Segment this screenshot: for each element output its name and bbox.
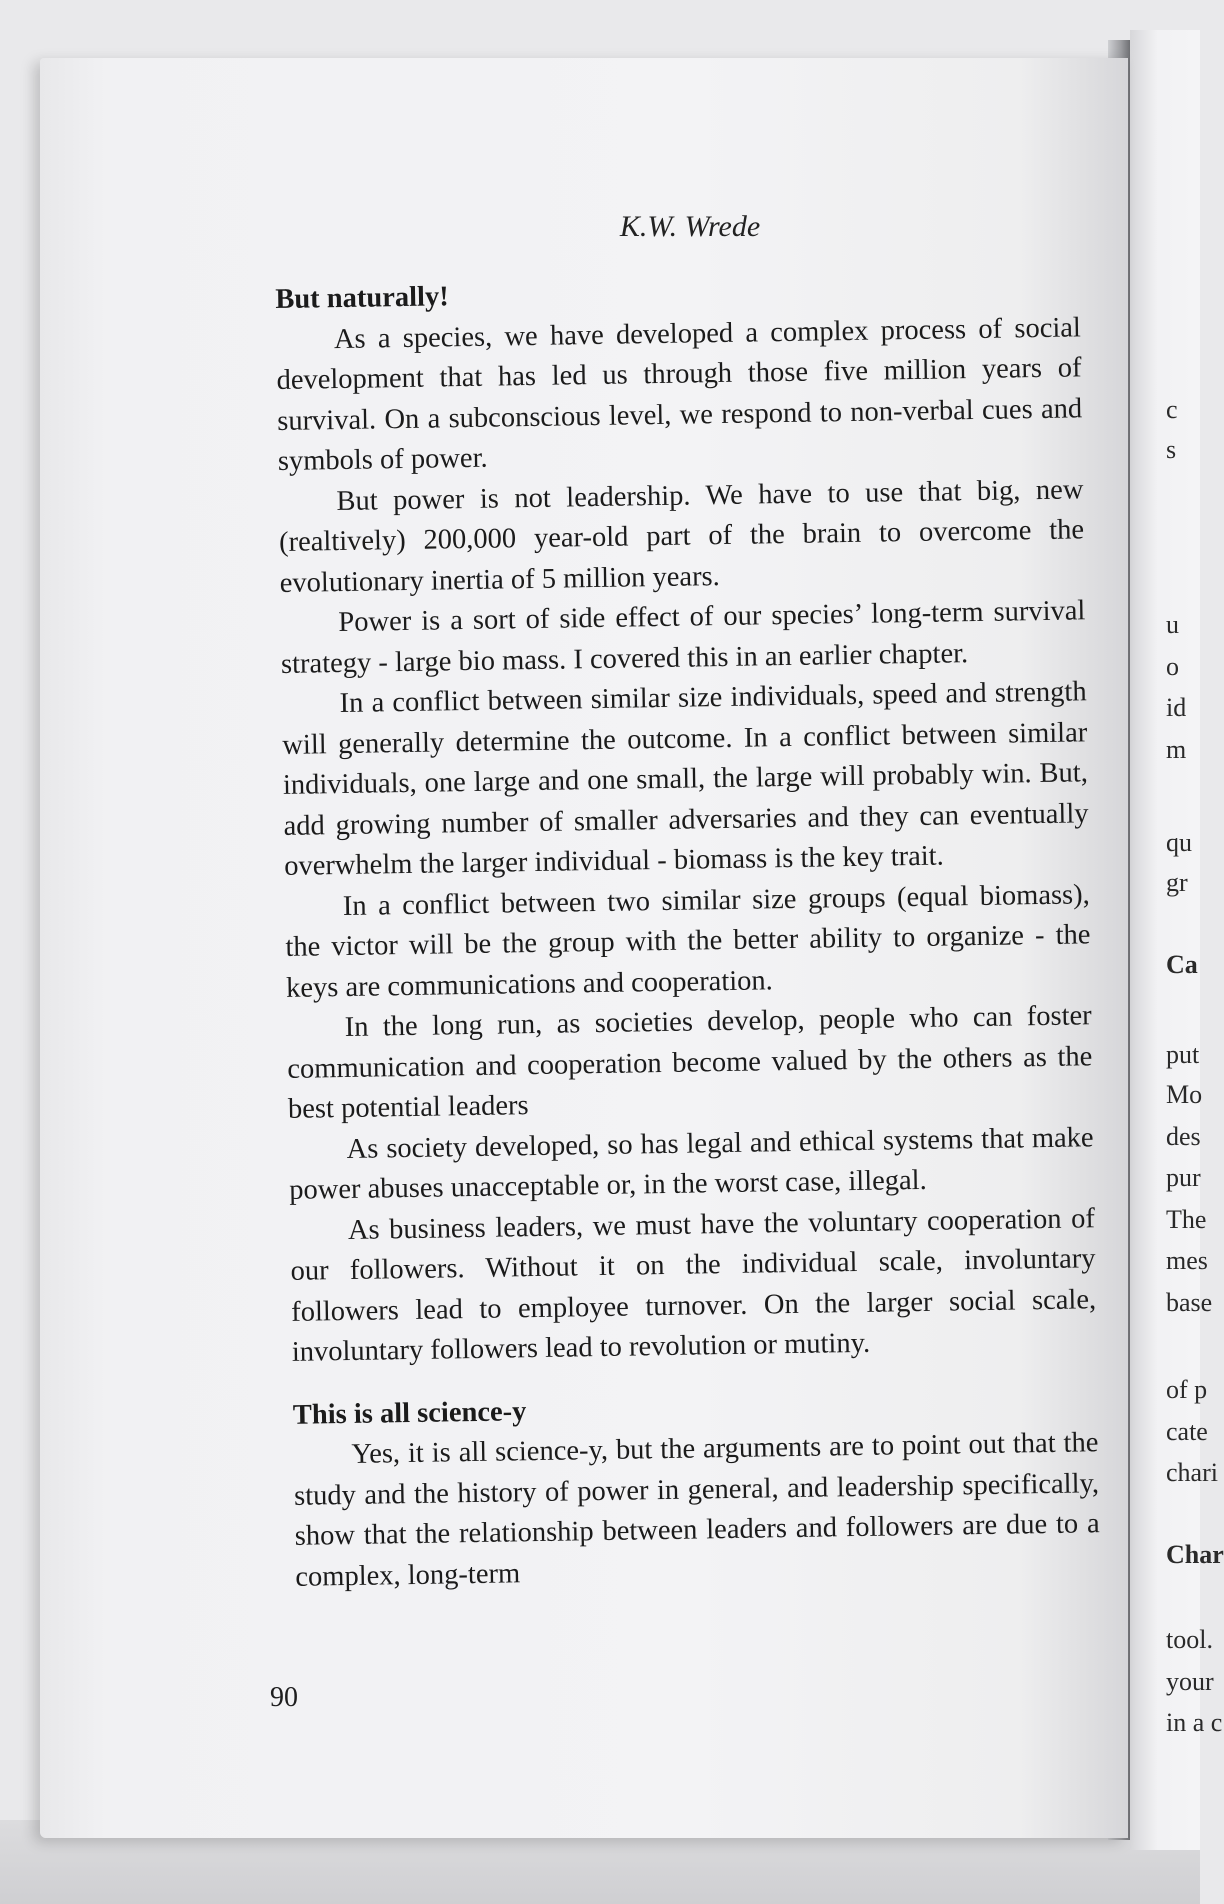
page-number: 90 <box>270 1682 298 1713</box>
facing-page-fragment: gr <box>1166 868 1188 897</box>
paragraph: Yes, it is all science-y, but the arguments are to point out that the study and the history of power in general, and leadership specifically, show that the relationship between leaders and followers are due to a complex, long-term <box>293 1427 1100 1593</box>
facing-page-fragment: cate <box>1166 1417 1208 1446</box>
section-heading: But naturally! <box>275 281 449 315</box>
page-body <box>275 267 1101 1597</box>
facing-page-fragment: id <box>1166 693 1187 722</box>
paragraph: Power is a sort of side effect of our species’ long-term survival strategy - large bio mass. I covered this in an earlier chapter. <box>280 595 1086 680</box>
paragraph: But power is not leadership. We have to use that big, new (realtively) 200,000 year-old part of the brain to overcome the evolutionary inertia of 5 million years. <box>278 473 1085 599</box>
facing-page-fragment: mes <box>1166 1246 1208 1275</box>
facing-page-fragment: chari <box>1166 1458 1218 1487</box>
facing-page-fragment: qu <box>1166 828 1192 857</box>
facing-page-fragment: tool. <box>1166 1625 1213 1654</box>
facing-page-fragment: your <box>1166 1667 1214 1696</box>
facing-page-fragment: base <box>1166 1288 1213 1317</box>
section-heading: This is all science-y <box>292 1395 527 1431</box>
facing-page-fragment: Mo <box>1166 1080 1203 1109</box>
facing-page <box>1130 30 1224 1850</box>
facing-page-fragment: Char <box>1166 1540 1224 1569</box>
facing-page-fragment: Ca <box>1166 950 1198 979</box>
paragraph: In the long run, as societies develop, people who can foster communication and cooperation become valued by the others as the best potential leaders <box>287 1000 1093 1125</box>
facing-page-fragment: m <box>1166 735 1187 764</box>
facing-page-fragment: The <box>1166 1205 1207 1234</box>
facing-page-fragment: u <box>1166 610 1179 639</box>
paragraph: In a conflict between two similar size groups (equal biomass), the victor will be the group with the better ability to organize - the keys are communications and cooperation. <box>285 878 1091 1004</box>
facing-page-fragment: in a c <box>1166 1708 1223 1737</box>
paragraph: As society developed, so has legal and ethical systems that make power abuses unacceptable or, in the worst case, illegal. <box>289 1121 1094 1206</box>
running-header: K.W. Wrede <box>619 210 761 243</box>
facing-page-fragment: des <box>1166 1122 1201 1151</box>
facing-page-fragment: c <box>1166 395 1178 424</box>
paragraph: As a species, we have developed a complex process of social development that has led us through those five million years of survival. On a subconscious level, we respond to non-verbal cues and symbols of power. <box>276 311 1083 477</box>
facing-page-fragment: s <box>1166 435 1177 464</box>
facing-page-fragment: o <box>1166 652 1179 681</box>
facing-page-fragment: put <box>1166 1040 1200 1069</box>
facing-page-fragment: pur <box>1166 1163 1201 1192</box>
facing-page-fragment: of p <box>1166 1375 1208 1404</box>
paragraph: In a conflict between similar size individuals, speed and strength will generally determine the outcome. In a conflict between similar individuals, one large and one small, the large will probably win. But, add growing number of smaller adversaries and they can eventually overwhelm the larger individual - biomass is the key trait. <box>282 676 1089 882</box>
paragraph: As business leaders, we must have the voluntary cooperation of our followers. Without it on the individual scale, involuntary followers lead to employee turnover. On the larger social scale, involuntary followers lead to revolution or mutiny. <box>290 1202 1097 1368</box>
